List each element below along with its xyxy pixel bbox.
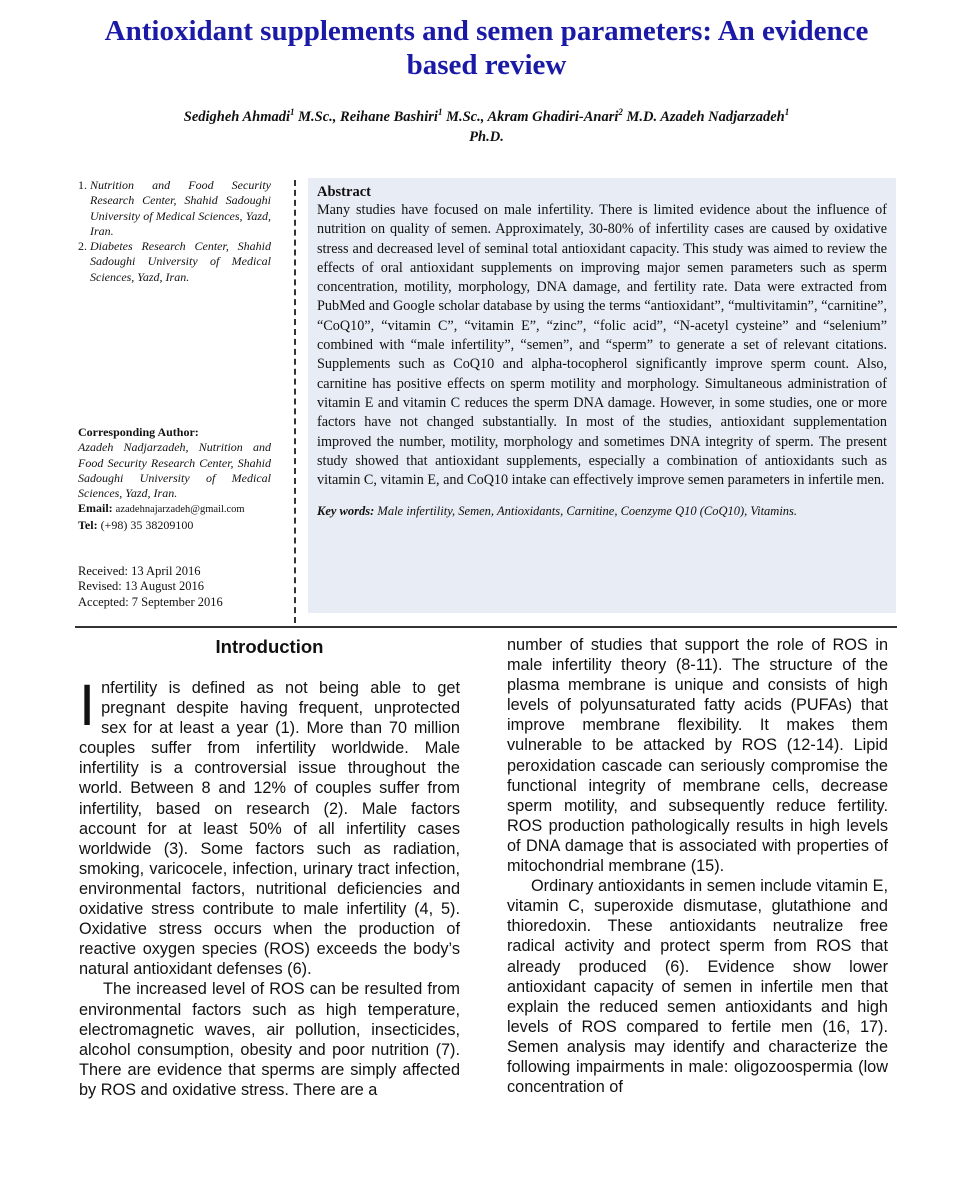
corresponding-heading: Corresponding Author:: [78, 425, 199, 439]
introduction-heading: Introduction: [215, 636, 324, 657]
paragraph: Infertility is defined as not being able to get pregnant despite having frequent, unprotected sex for at least a year (1). More than 70 million couples suffer from infertility worldwide. Male infertility is a controversial issue throughout the world. Between 8 and 12% of couples suffer from infertility, based on research (2). Male factors account for at least 50% of all infertility cases worldwide (3). Some factors such as radiation, smoking, varicocele, infection, urinary tract infection, environmental factors, nutritional deficiencies and oxidative stress contribute to male infertility (4, 5). Oxidative stress occurs when the production of reactive oxygen species (ROS) exceeds the body’s natural antioxidant defenses (6).: [79, 673, 460, 979]
affiliation-item: 1. Nutrition and Food Security Research Center, Shahid Sadoughi University of Medical Sciences, Yazd, Iran.: [78, 178, 271, 238]
corresponding-address: Azadeh Nadjarzadeh, Nutrition and Food Security Research Center, Shahid Sadoughi University of Medical Sciences, Yazd, Iran.: [78, 440, 271, 501]
abstract-body: Many studies have focused on male infertility. There is limited evidence about the influence of nutrition on quality of semen. Approximately, 30-80% of infertility cases are caused by oxidative stress and decreased level of seminal total antioxidant capacity. This study was aimed to review the effects of oral antioxidant supplements on improving major semen parameters such as sperm concentration, motility, morphology, DNA damage, and fertility rate. Data were extracted from PubMed and Google scholar database by using the terms “antioxidant”, “multivitamin”, “carnitine”, “CoQ10”, “vitamin C”, “vitamin E”, “zinc”, “folic acid”, “N-acetyl cysteine” and “selenium” combined with “male infertility”, “semen”, and “sperm” to generate a set of relevant citations. Supplements such as CoQ10 and alpha-tocopherol significantly improve sperm count. Also, carnitine has positive effects on sperm motility and morphology. Simultaneous administration of vitamin E and vitamin C reduces the sperm DNA damage. However, in some studies, one or more factors have not changed substantially. In most of the studies, antioxidant supplementation improved the number, motility, morphology and sometimes DNA integrity of sperm. The present study showed that antioxidant supplements, especially a combination of antioxidants such as vitamin C, vitamin E, and CoQ10 intake can effectively improve semen parameters in infertile men.: [317, 202, 887, 489]
author: Akram Ghadiri-Anari$^2$ M.D.: [487, 107, 661, 125]
corresponding-author: [78, 425, 271, 533]
accepted-date: Accepted: 7 September 2016: [78, 594, 223, 609]
email-link[interactable]: azadehnajarzadeh@gmail.com: [115, 504, 245, 516]
article-dates: [78, 564, 278, 610]
affiliation-item: 2. Diabetes Research Center, Shahid Sadoughi University of Medical Sciences, Yazd, Iran.: [78, 239, 271, 284]
abstract-box: [308, 178, 896, 613]
abstract-heading: Abstract: [317, 184, 371, 200]
keywords: Key words: Male infertility, Semen, Antioxidants, Carnitine, Coenzyme Q10 (CoQ10), Vitamins.: [317, 504, 798, 519]
body-column-left: [79, 673, 460, 1100]
author-list: [100, 102, 873, 147]
affiliations: [78, 178, 271, 285]
received-date: Received: 13 April 2016: [78, 564, 201, 578]
body-column-right: [507, 635, 888, 1097]
tel-line: Tel: (+98) 35 38209100: [78, 517, 194, 532]
column-divider: [294, 180, 296, 623]
author: Sedigheh Ahmadi$^1$ M.Sc.,: [183, 107, 341, 125]
article-title: Antioxidant supplements and semen parameters: An evidence based review: [104, 15, 869, 81]
revised-date: Revised: 13 August 2016: [78, 579, 205, 594]
paragraph: The increased level of ROS can be resulted from environmental factors such as high temperature, electromagnetic waves, air pollution, insecticides, alcohol consumption, obesity and poor nutrition (7). There are evidence that sperms are simply affected by ROS and oxidative stress. There are a: [79, 980, 460, 1099]
drop-cap: I: [79, 673, 96, 738]
section-divider: [75, 626, 897, 628]
author: Reihane Bashiri$^1$ M.Sc.,: [340, 107, 488, 125]
paragraph: number of studies that support the role of ROS in male infertility theory (8-11). The structure of the plasma membrane is unique and consists of high levels of polyunsaturated fatty acids (PUFAs) that improve membrane flexibility. It makes them vulnerable to be attacked by ROS (12-14). Lipid peroxidation cascade can seriously compromise the functional integrity of membrane cells, decrease sperm motility, and subsequently reduce fertility. ROS production pathologically results in high levels of DNA damage that is associated with properties of mitochondrial membrane (15).: [507, 636, 888, 876]
email-line: Email: azadehnajarzadeh@gmail.com: [78, 501, 245, 516]
paragraph: Ordinary antioxidants in semen include vitamin E, vitamin C, superoxide dismutase, glutathione and thioredoxin. These antioxidants neutralize free radical activity and protect sperm from ROS that already produced (6). Evidence show lower antioxidant capacity of semen in infertile men that explain the reduced semen antioxidants and high levels of ROS compared to fertile men (16, 17). Semen analysis may identify and characterize the following impairments in male: oligozoospermia (low concentration of: [507, 877, 888, 1097]
author: Azadeh Nadjarzadeh$^1$ Ph.D.: [469, 107, 790, 145]
